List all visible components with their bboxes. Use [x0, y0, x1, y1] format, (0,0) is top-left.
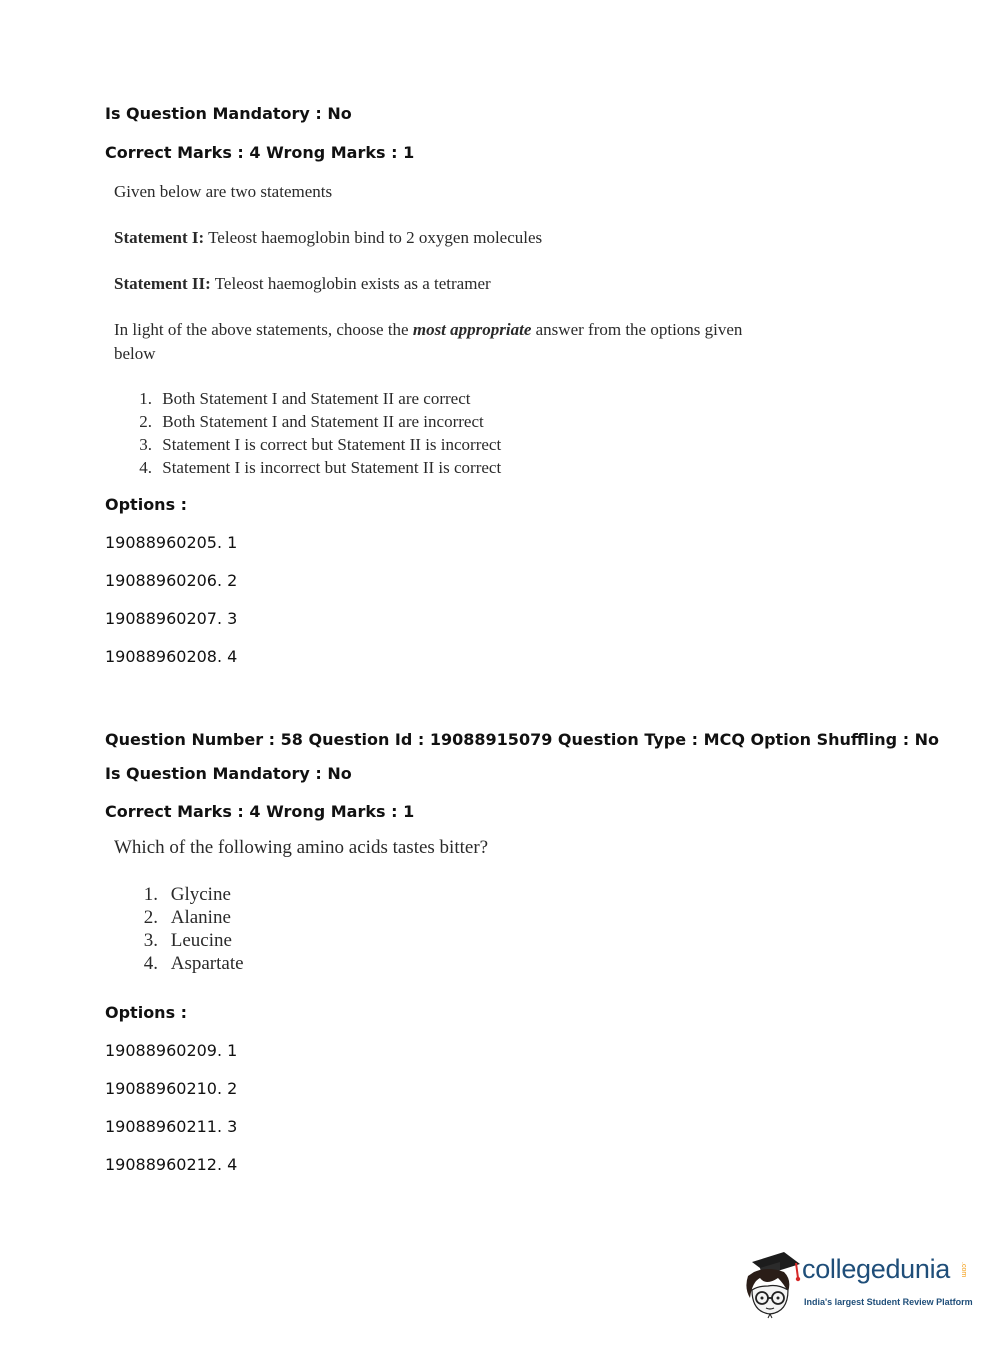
choice-text: Statement I is incorrect but Statement II is correct [162, 458, 502, 477]
brand-domain: .com [960, 1262, 967, 1278]
choice-text: Both Statement I and Statement II are correct [162, 389, 471, 408]
q58-options-label: Options : [105, 1003, 188, 1022]
q57-choice-list [136, 389, 501, 481]
q58-option-3: 19088960211. 3 [105, 1117, 238, 1136]
q57-instruction [114, 320, 742, 340]
q58-choice-list [140, 884, 244, 976]
q58-marks: Correct Marks : 4 Wrong Marks : 1 [105, 802, 415, 821]
choice-number: 1. [143, 884, 158, 905]
choice-text: Both Statement I and Statement II are incorrect [162, 412, 484, 431]
q57-statement-2 [114, 274, 491, 294]
q57-options-label: Options : [105, 495, 188, 514]
list-item [140, 930, 244, 953]
choice-number: 4. [143, 953, 158, 974]
instruction-post: answer from the options given [531, 320, 743, 339]
brand-name: collegedunia [802, 1254, 951, 1284]
choice-text: Statement I is correct but Statement II is incorrect [162, 435, 502, 454]
choice-number: 2. [143, 907, 158, 928]
choice-text: Leucine [170, 930, 232, 951]
choice-number: 1. [139, 389, 152, 408]
q57-mandatory: Is Question Mandatory : No [105, 104, 352, 123]
choice-text: Alanine [170, 907, 231, 928]
list-item [136, 412, 501, 435]
q58-option-2: 19088960210. 2 [105, 1079, 238, 1098]
q58-header: Question Number : 58 Question Id : 19088915079 Question Type : MCQ Option Shuffling : No [105, 730, 940, 749]
q57-option-2: 19088960206. 2 [105, 571, 238, 590]
list-item [140, 907, 244, 930]
statement-1-label: Statement I: [114, 228, 205, 247]
choice-number: 3. [143, 930, 158, 951]
q57-marks: Correct Marks : 4 Wrong Marks : 1 [105, 143, 415, 162]
list-item [140, 884, 244, 907]
choice-number: 2. [139, 412, 152, 431]
list-item [136, 458, 501, 481]
q57-option-4: 19088960208. 4 [105, 647, 238, 666]
mascot-icon [738, 1248, 802, 1320]
choice-number: 4. [139, 458, 152, 477]
q58-option-1: 19088960209. 1 [105, 1041, 238, 1060]
collegedunia-logo [738, 1248, 973, 1320]
q57-option-3: 19088960207. 3 [105, 609, 238, 628]
choice-number: 3. [139, 435, 152, 454]
list-item [136, 389, 501, 412]
q57-intro: Given below are two statements [114, 182, 333, 201]
instruction-emphasis: most appropriate [412, 320, 532, 339]
list-item [136, 435, 501, 458]
q57-option-1: 19088960205. 1 [105, 533, 238, 552]
q58-option-4: 19088960212. 4 [105, 1155, 238, 1174]
q57-statement-1 [114, 228, 542, 248]
statement-2-label: Statement II: [114, 274, 211, 293]
choice-text: Aspartate [170, 953, 244, 974]
q58-mandatory: Is Question Mandatory : No [105, 764, 352, 783]
instruction-pre: In light of the above statements, choose the [114, 320, 413, 339]
q58-question: Which of the following amino acids tastes bitter? [114, 837, 489, 858]
q57-instruction-line2: below [114, 344, 156, 363]
statement-1-text: Teleost haemoglobin bind to 2 oxygen molecules [204, 228, 543, 247]
list-item [140, 953, 244, 976]
brand-tagline: India's largest Student Review Platform [804, 1297, 973, 1307]
statement-2-text: Teleost haemoglobin exists as a tetramer [210, 274, 491, 293]
choice-text: Glycine [170, 884, 231, 905]
